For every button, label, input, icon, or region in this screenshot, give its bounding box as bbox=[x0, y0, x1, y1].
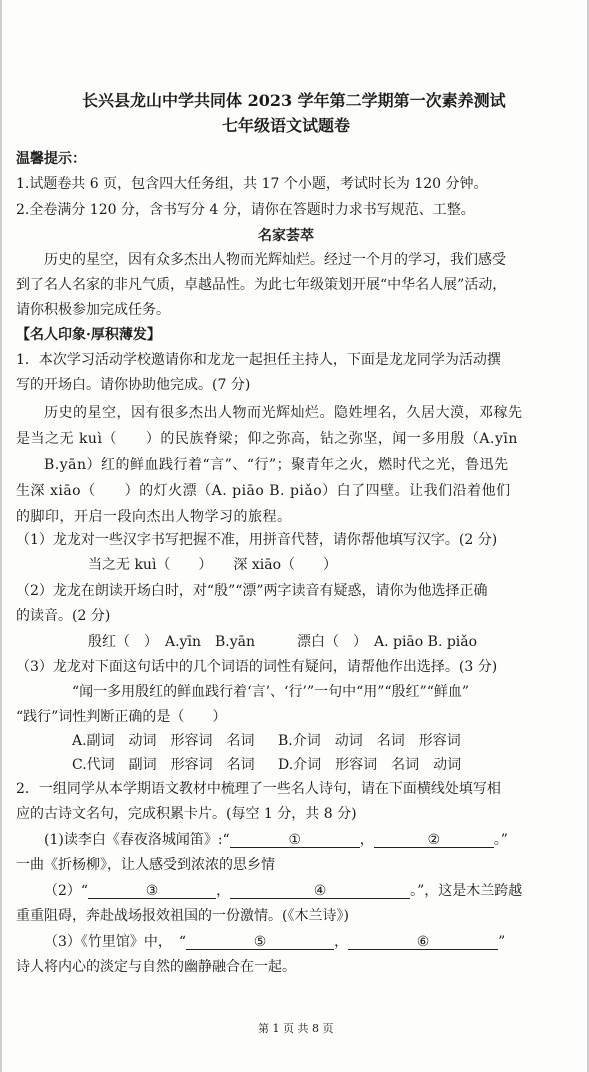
subquestion-3: “闻一多用殷红的鲜血践行着‘言’、‘行’”一句中“用”“殷红”“鲜血” bbox=[72, 684, 470, 700]
answer-blank[interactable]: ③ bbox=[88, 882, 216, 899]
subquestion-2: 的读音。(2 分) bbox=[16, 608, 111, 624]
scan-edge-left bbox=[0, 0, 2, 1072]
recite-row-1-tail: 一曲《折杨柳》，让人感受到浓浓的思乡情 bbox=[16, 857, 275, 873]
recite-sep: ， bbox=[334, 934, 349, 950]
exam-title: 长兴县龙山中学共同体 2023 学年第二学期第一次素养测试 bbox=[82, 91, 506, 110]
recite-sep: ， bbox=[359, 832, 374, 848]
recite-end: ” bbox=[498, 934, 506, 950]
recite-row-3 bbox=[44, 933, 505, 951]
recite-row-1 bbox=[44, 831, 508, 849]
question-2-stem: 2．一组同学从本学期语文教材中梳理了一些名人诗句，请在下面横线处填写相 bbox=[16, 781, 501, 797]
subquestion-3: “践行”词性判断正确的是（ ） bbox=[16, 709, 227, 725]
recite-row-2 bbox=[44, 882, 522, 900]
opening-passage: 是当之无 kuì（ ）的民族脊梁；仰之弥高，钻之弥坚，闻一多用殷（A.yīn bbox=[16, 431, 518, 447]
task-heading: 【名人印象·厚积薄发】 bbox=[16, 327, 161, 343]
tip-1: 1.试题卷共 6 页，包含四大任务组，共 17 个小题，考试时长为 120 分钟。 bbox=[16, 176, 488, 192]
exam-subtitle: 七年级语文试题卷 bbox=[222, 116, 351, 135]
subquestion-2: （2）龙龙在朗读开场白时，对“殷”“漂”两字读音有疑惑，请你为他选择正确 bbox=[16, 583, 488, 599]
intro-line: 请你积极参加完成任务。 bbox=[16, 302, 170, 318]
answer-blank[interactable]: ① bbox=[230, 831, 360, 848]
tips-heading: 温馨提示： bbox=[16, 151, 86, 167]
option-a: A.副词 动词 形容词 名词 bbox=[72, 733, 255, 749]
subquestion-1: （1）龙龙对一些汉字书写把握不准，用拼音代替，请你帮他填写汉字。(2 分) bbox=[16, 532, 498, 548]
recite-row-2-tail: 重重阻碍，奔赴战场报效祖国的一份激情。(《木兰诗》) bbox=[16, 908, 349, 924]
opening-passage: 的脚印，开启一段向杰出人物学习的旅程。 bbox=[16, 509, 292, 525]
question-2-stem: 应的古诗文名句，完成积累卡片。(每空 1 分，共 8 分) bbox=[16, 806, 357, 822]
option-d: D.介词 形容词 名词 动词 bbox=[278, 757, 462, 773]
recite-sep: ， bbox=[216, 883, 231, 899]
option-b: B.介词 动词 名词 形容词 bbox=[278, 733, 461, 749]
answer-blank[interactable]: ④ bbox=[230, 882, 410, 899]
recite-row-3-tail: 诗人将内心的淡定与自然的幽静融合在一起。 bbox=[16, 959, 296, 975]
subquestion-3: （3）龙龙对下面这句话中的几个词语的词性有疑问，请帮他作出选择。(3 分) bbox=[16, 659, 498, 675]
intro-line: 历史的星空，因有众多杰出人物而光辉灿烂。经过一个月的学习，我们感受 bbox=[44, 252, 506, 268]
opening-passage: 历史的星空，因有很多杰出人物而光辉灿烂。隐姓埋名，久居大漠，邓稼先 bbox=[44, 405, 523, 421]
subquestion-2-options: 殷红（ ） A.yīn B.yān 漂白（ ） A. piāo B. piǎo bbox=[88, 634, 478, 650]
section-heading: 名家荟萃 bbox=[258, 228, 314, 244]
opening-passage: 生深 xiāo（ ）的灯火漂（A. piāo B. piǎo）白了四壁。让我们沿着他们 bbox=[16, 483, 511, 499]
recite-end: 。” bbox=[493, 832, 508, 848]
recite-prefix: （2）“ bbox=[44, 883, 89, 899]
subquestion-1-blanks: 当之无 kuì（ ） 深 xiāo（ ） bbox=[88, 557, 338, 573]
page-footer: 第 1 页 共 8 页 bbox=[258, 1022, 334, 1035]
tip-2: 2.全卷满分 120 分，含书写分 4 分，请你在答题时力求书写规范、工整。 bbox=[16, 202, 475, 218]
option-c: C.代词 副词 形容词 名词 bbox=[72, 757, 255, 773]
recite-prefix: (1)读李白《春夜洛城闻笛》:“ bbox=[44, 832, 230, 848]
question-1-stem: 1．本次学习活动学校邀请你和龙龙一起担任主持人，下面是龙龙同学为活动撰 bbox=[16, 352, 501, 368]
answer-blank[interactable]: ⑥ bbox=[348, 933, 498, 950]
answer-blank[interactable]: ② bbox=[374, 831, 494, 848]
recite-prefix: （3）《竹里馆》中， “ bbox=[44, 934, 187, 950]
opening-passage: B.yān）红的鲜血践行着“言”、“行”；聚青年之火，燃时代之光，鲁迅先 bbox=[44, 457, 509, 473]
recite-end: 。”，这是木兰跨越 bbox=[410, 883, 523, 899]
question-1-stem: 写的开场白。请你协助他完成。(7 分) bbox=[16, 377, 251, 393]
answer-blank[interactable]: ⑤ bbox=[186, 933, 334, 950]
intro-line: 到了名人名家的非凡气质，卓越品性。为此七年级策划开展“中华名人展”活动， bbox=[16, 277, 507, 293]
